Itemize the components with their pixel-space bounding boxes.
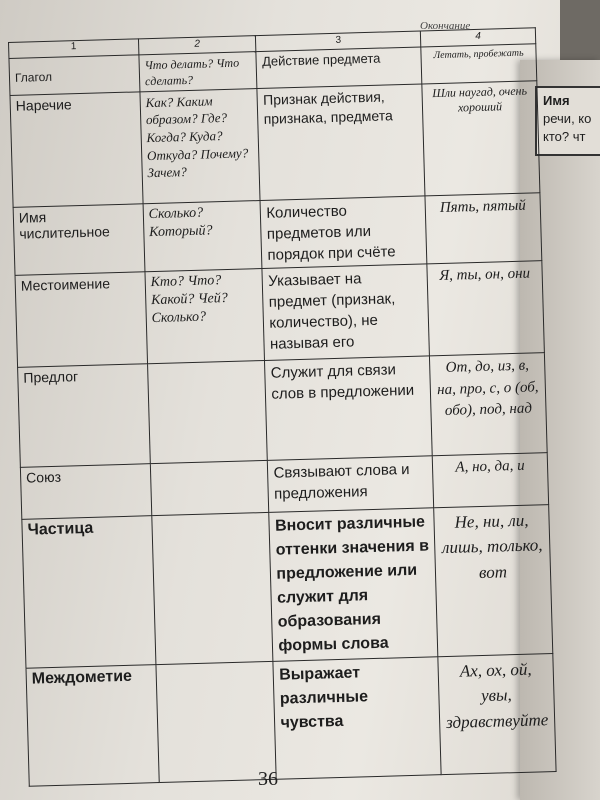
examples-cell: Пять, пятый [425, 193, 542, 264]
facing-page-box [535, 86, 600, 156]
page-number: 36 [258, 768, 278, 790]
running-head: Окончание [420, 20, 471, 32]
part-of-speech-cell: Имя числительное [13, 204, 145, 276]
table-row [10, 81, 540, 208]
examples-cell: Не, ни, ли, лишь, только, вот [434, 504, 553, 656]
examples-cell: От, до, из, в, на, про, с, о (об, обо), под, над [429, 353, 547, 456]
questions-cell [156, 661, 277, 782]
col-number: 1 [9, 39, 139, 58]
examples-cell: Ах, ох, ой, увы, здравствуйте [438, 653, 556, 774]
part-of-speech-cell: Местоимение [15, 272, 147, 368]
table-row [22, 504, 553, 668]
part-of-speech-cell: Наречие [10, 92, 143, 208]
part-of-speech-cell: Предлог [18, 364, 151, 468]
table-row [15, 261, 544, 368]
examples-cell: Летать, пробежать [421, 43, 537, 84]
facing-box-line: кто? чт [543, 129, 586, 145]
table-row [26, 653, 556, 786]
facing-box-title: Имя [543, 93, 570, 108]
col-number: 2 [138, 36, 256, 55]
col-number: 4 [420, 28, 535, 47]
meaning-cell: Признак действия, признака, предмета [257, 84, 425, 201]
questions-cell: Как? Каким образом? Где? Когда? Куда? Откуда? Почему? Зачем? [140, 88, 261, 203]
part-of-speech-cell: Междометие [26, 664, 159, 786]
meaning-cell: Связывают слова и предложения [268, 456, 434, 513]
questions-cell [152, 512, 274, 664]
questions-cell [147, 360, 267, 463]
parts-of-speech-table [8, 27, 557, 786]
meaning-cell: Вносит различные оттенки значения в предложение или служит для образования формы слова [269, 508, 438, 662]
meaning-cell: Выражает различные чувства [273, 657, 441, 780]
questions-cell: Сколько? Который? [143, 200, 262, 271]
examples-cell: Я, ты, он, они [427, 261, 545, 356]
table-row [18, 353, 548, 468]
meaning-cell: Указывает на предмет (признак, количество), не называя его [262, 264, 429, 361]
part-of-speech-cell: Частица [22, 516, 156, 669]
part-of-speech-cell: Союз [20, 464, 151, 520]
questions-cell [150, 460, 269, 515]
questions-cell: Кто? Что? Какой? Чей? Сколько? [145, 268, 265, 363]
part-of-speech-cell: Глагол [9, 54, 140, 95]
col-number: 3 [256, 31, 421, 51]
facing-box-line: речи, ко [543, 111, 592, 127]
examples-cell: Шли наугад, очень хороший [422, 81, 540, 196]
meaning-cell: Действие предмета [256, 46, 422, 88]
meaning-cell: Количество предметов или порядок при счёте [260, 196, 426, 269]
examples-cell: А, но, да, и [432, 452, 548, 507]
meaning-cell: Служит для связи слов в предложении [265, 356, 432, 461]
questions-cell: Что делать? Что сделать? [139, 51, 258, 92]
